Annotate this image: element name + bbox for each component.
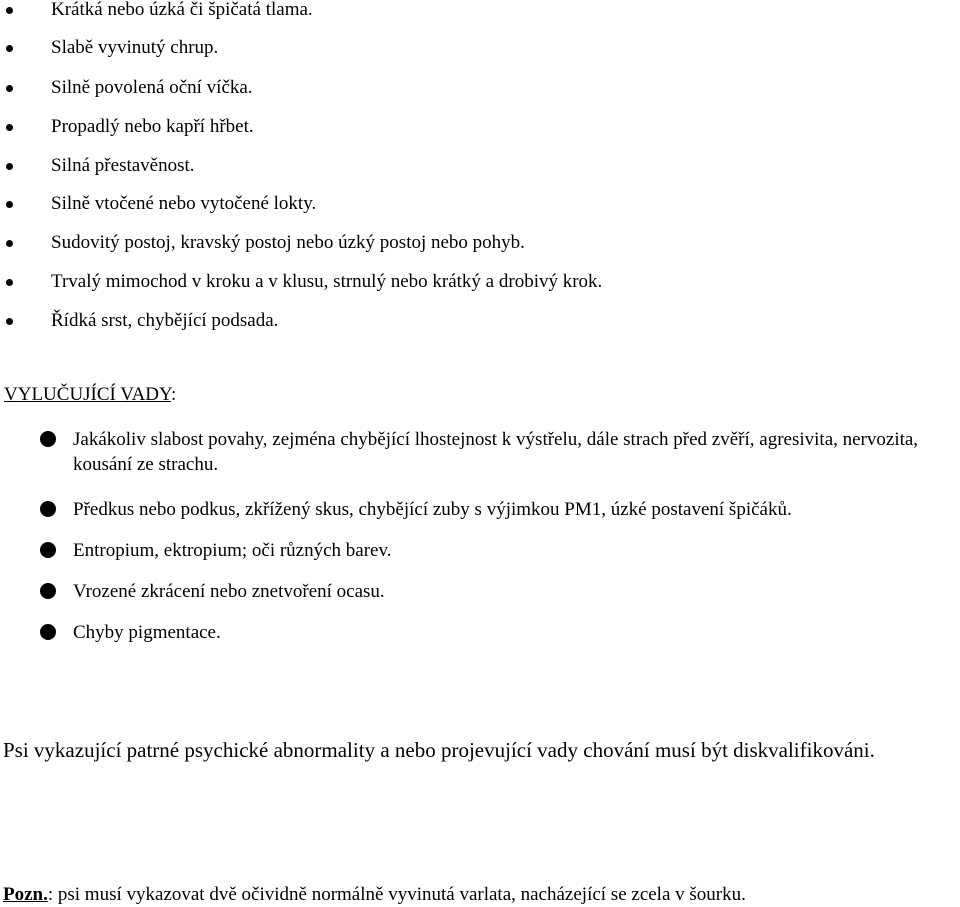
section-heading-title: VYLUČUJÍCÍ VADY [4, 384, 171, 405]
list-item-text: Krátká nebo úzká či špičatá tlama. [51, 0, 313, 20]
list-item-text: Slabě vyvinutý chrup. [51, 37, 219, 58]
bullet-icon [40, 501, 56, 517]
list-item-text: Silná přestavěnost. [51, 155, 195, 176]
bullet-icon [6, 124, 13, 131]
list-item-text: Silně vtočené nebo vytočené lokty. [51, 193, 317, 214]
bullet-icon [6, 279, 13, 286]
bullet-icon [40, 583, 56, 599]
bullet-icon [6, 85, 13, 92]
list-item-text: Jakákoliv slabost povahy, zejména chybějící lhostejnost k výstřelu, dále strach před zvěří, agresivita, nervozita, kousání ze strachu. [73, 429, 919, 475]
list-item-text: Propadlý nebo kapří hřbet. [51, 116, 254, 137]
bullet-icon [6, 201, 13, 208]
bullet-icon [6, 45, 13, 52]
section-heading-suffix: : [170, 384, 177, 405]
footnote-label: Pozn. [3, 884, 48, 905]
list-item-text: Sudovitý postoj, kravský postoj nebo úzký postoj nebo pohyb. [51, 232, 525, 253]
list-item-text: Entropium, ektropium; oči různých barev. [73, 540, 392, 561]
bullet-icon [6, 240, 13, 247]
bullet-icon [6, 318, 13, 325]
bullet-icon [40, 542, 56, 558]
list-item-text: Silně povolená oční víčka. [51, 77, 253, 98]
footnote-text: : psi musí vykazovat dvě očividně normálně vyvinutá varlata, nacházející se zcela v šourku. [47, 884, 746, 905]
section-heading [4, 384, 176, 407]
bullet-icon [40, 431, 56, 447]
disqualification-paragraph: Psi vykazující patrné psychické abnormality a nebo projevující vady chování musí být diskvalifikováni. [3, 738, 875, 762]
list-item-text: Trvalý mimochod v kroku a v klusu, strnulý nebo krátký a drobivý krok. [51, 271, 603, 292]
list-item-text: Vrozené zkrácení nebo znetvoření ocasu. [73, 581, 385, 602]
bullet-icon [6, 7, 13, 14]
footnote [3, 884, 746, 907]
list-item-text: Řídká srst, chybějící podsada. [51, 310, 279, 331]
list-item-text: Předkus nebo podkus, zkřížený skus, chybějící zuby s výjimkou PM1, úzké postavení špičáků. [73, 499, 792, 520]
bullet-icon [6, 163, 13, 170]
list-item-text: Chyby pigmentace. [73, 622, 221, 643]
bullet-icon [40, 624, 56, 640]
